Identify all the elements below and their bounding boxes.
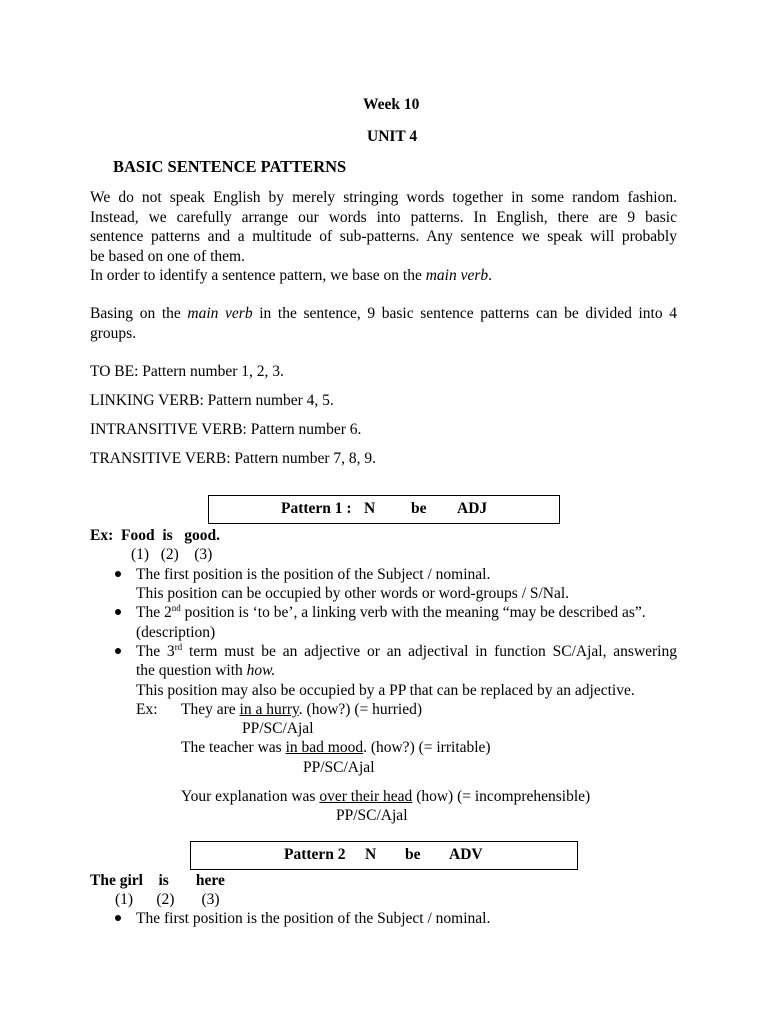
- intro-line: be based on one of them.: [90, 247, 245, 265]
- pattern-2-positions: (1) (2) (3): [115, 891, 220, 908]
- groups-paragraph: [90, 304, 677, 343]
- groups-line: Basing on the main verb in the sentence, 9 basic sentence patterns can be divided into 4: [90, 305, 677, 322]
- pattern-1-bullet-3-cont: the question with how.: [136, 662, 276, 679]
- group-intransitive-verb: INTRANSITIVE VERB: Pattern number 6.: [90, 421, 362, 438]
- pattern-2-bullet-1: The first position is the position of the Subject / nominal.: [136, 910, 491, 927]
- pattern-1-bullet-3: The 3rd term must be an adjective or an adjectival in function SC/Ajal, answering: [136, 642, 677, 660]
- pattern-2-be: be: [405, 846, 421, 863]
- bullet-icon: [115, 648, 121, 654]
- pattern-1-positions: (1) (2) (3): [131, 546, 213, 563]
- intro-line: We do not speak English by merely stringing words together in some random fashion.: [90, 189, 677, 206]
- pattern-1-label: Pattern 1 :: [281, 500, 352, 517]
- pattern-1-be: be: [411, 500, 427, 517]
- bullet-icon: [115, 609, 121, 615]
- bullet-icon: [115, 571, 121, 577]
- example-1: They are in a hurry. (how?) (= hurried): [181, 701, 423, 718]
- example-1-tag: PP/SC/Ajal: [242, 720, 314, 737]
- pattern-1-bullet-2: The 2nd position is ‘to be’, a linking verb with the meaning “may be described as”.: [136, 603, 646, 621]
- group-transitive-verb: TRANSITIVE VERB: Pattern number 7, 8, 9.: [90, 450, 377, 467]
- pattern-2-box: [190, 841, 578, 870]
- pattern-1-bullet-2-cont: (description): [136, 624, 216, 641]
- example-2-tag: PP/SC/Ajal: [303, 759, 375, 776]
- intro-line: sentence patterns and a multitude of sub-patterns. Any sentence we speak will probably: [90, 228, 677, 245]
- pattern-2-label: Pattern 2: [284, 846, 346, 863]
- identify-line: In order to identify a sentence pattern, we base on the main verb.: [90, 267, 492, 284]
- group-linking-verb: LINKING VERB: Pattern number 4, 5.: [90, 392, 334, 409]
- pattern-1-bullet-1: The first position is the position of the Subject / nominal.: [136, 566, 491, 583]
- example-3: Your explanation was over their head (how) (= incomprehensible): [181, 788, 591, 805]
- pattern-1-example: Ex: Food is good.: [90, 527, 221, 544]
- week-title: Week 10: [363, 96, 420, 113]
- intro-line: Instead, we carefully arrange our words into patterns. In English, there are 9 basic: [90, 208, 677, 226]
- pattern-1-bullet-1-cont: This position can be occupied by other words or word-groups / S/Nal.: [136, 585, 570, 602]
- groups-line: groups.: [90, 324, 137, 342]
- pattern-1-bullet-3-note: This position may also be occupied by a PP that can be replaced by an adjective.: [136, 682, 635, 699]
- pattern-2-n: N: [365, 846, 377, 863]
- intro-paragraph: [90, 188, 677, 266]
- pattern-2-adv: ADV: [449, 846, 483, 863]
- unit-title: UNIT 4: [367, 128, 418, 145]
- main-verb-emphasis: main verb: [425, 267, 489, 284]
- example-2: The teacher was in bad mood. (how?) (= irritable): [181, 739, 491, 756]
- group-to-be: TO BE: Pattern number 1, 2, 3.: [90, 363, 284, 380]
- pattern-1-box: [208, 495, 560, 524]
- bullet-icon: [115, 915, 121, 921]
- pattern-1-n: N: [364, 500, 376, 517]
- example-3-tag: PP/SC/Ajal: [336, 807, 408, 824]
- page-title: BASIC SENTENCE PATTERNS: [113, 157, 347, 176]
- examples-label: Ex:: [136, 701, 158, 718]
- pattern-2-example: The girl is here: [90, 872, 225, 889]
- pattern-1-adj: ADJ: [457, 500, 488, 517]
